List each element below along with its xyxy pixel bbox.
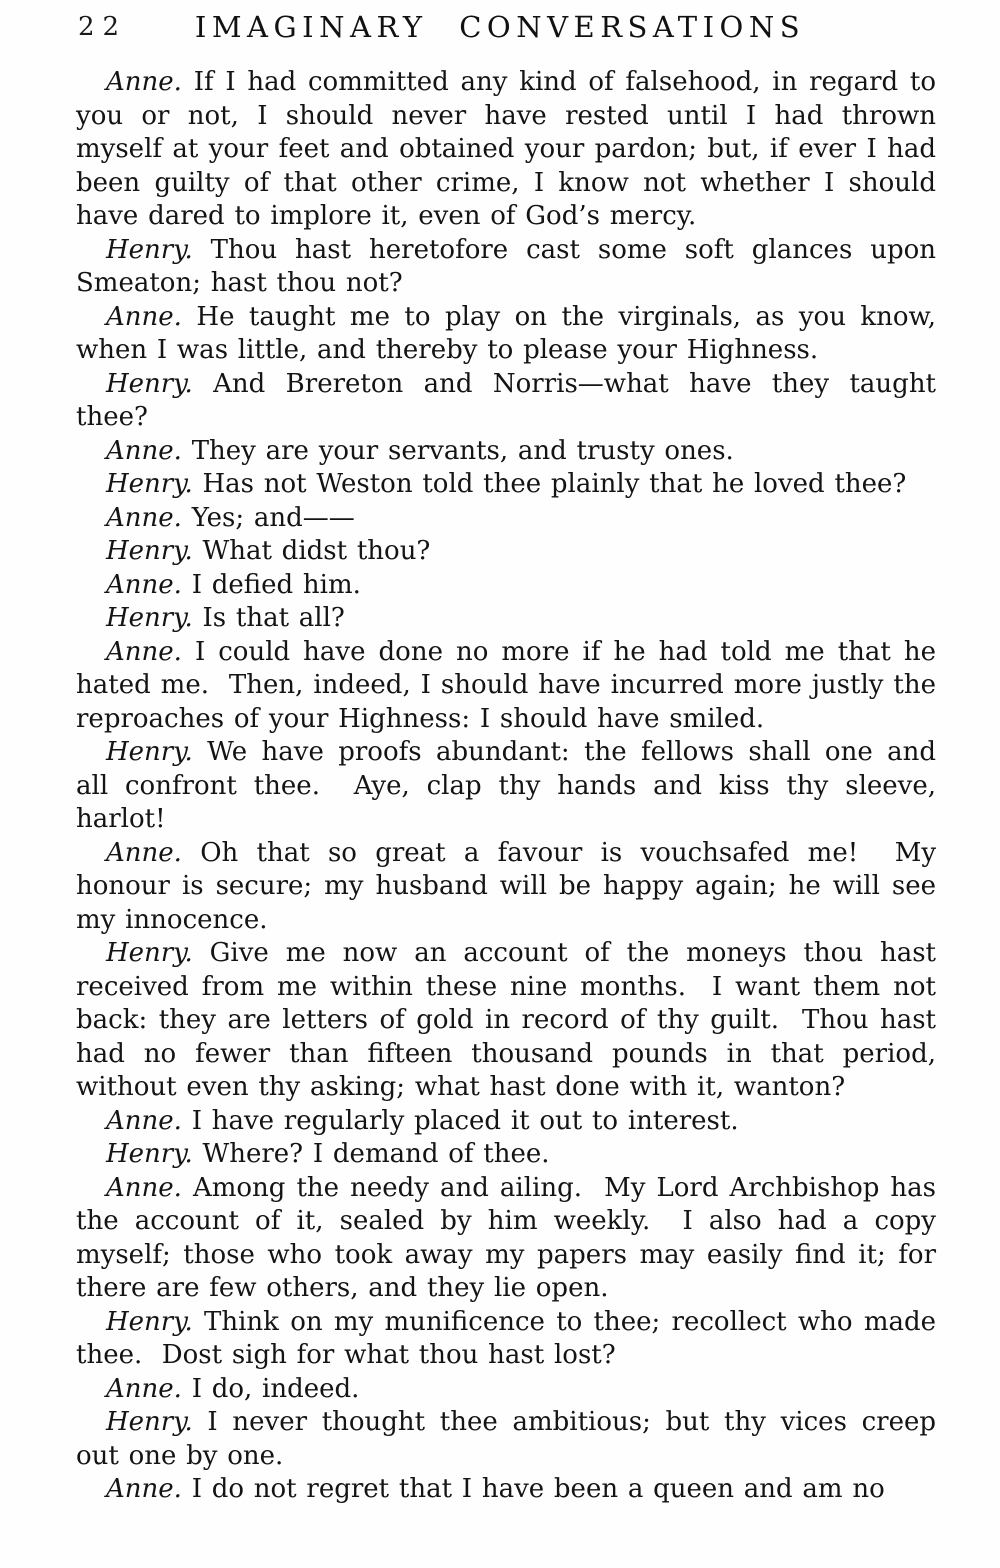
running-title: IMAGINARY CONVERSATIONS [194, 10, 806, 44]
page-header [0, 0, 1000, 54]
dialogue-paragraph [76, 1406, 946, 1473]
dialogue-paragraph [76, 1138, 936, 1172]
speech-text: He taught me to play on the virginals, as you know, when I was little, and thereby to please your Highness. [76, 301, 946, 365]
speaker-name: Anne. [106, 1105, 182, 1136]
speech-text: I do not regret that I have been a queen and am no [191, 1474, 885, 1504]
speech-text: I could have done no more if he had told me that he hated me. Then, indeed, I should have incurred more justly the reproaches of your Highness: I should have smiled. [76, 636, 946, 734]
speech-text: Yes; and—— [191, 502, 355, 533]
dialogue-paragraph [76, 837, 946, 938]
dialogue-paragraph [76, 1172, 946, 1306]
speaker-name: Anne. [106, 1373, 182, 1404]
speech-text: I defied him. [191, 569, 361, 600]
dialogue-paragraph [76, 234, 946, 301]
dialogue-paragraph [76, 1473, 936, 1507]
speaker-name: Anne. [106, 435, 182, 466]
dialogue-paragraph [76, 1373, 936, 1407]
page-number: 22 [78, 12, 128, 42]
speaker-name: Anne. [106, 636, 182, 667]
speaker-name: Anne. [106, 1474, 182, 1504]
speech-text: Among the needy and ailing. My Lord Archbishop has the account of it, sealed by him weekly. I also had a copy myself; those who took away my papers may easily find it; for there are few others, and they lie open. [76, 1172, 946, 1303]
dialogue-paragraph [76, 502, 936, 536]
speech-text: They are your servants, and trusty ones. [191, 435, 734, 466]
dialogue-paragraph [76, 636, 946, 737]
dialogue-paragraph [76, 66, 946, 234]
dialogue-paragraph [76, 937, 946, 1105]
speaker-name: Henry. [106, 536, 193, 566]
speaker-name: Henry. [106, 737, 193, 767]
dialogue-paragraph [76, 1306, 946, 1373]
speaker-name: Anne. [106, 1172, 182, 1203]
speaker-name: Anne. [106, 502, 182, 533]
dialogue-paragraph [76, 736, 946, 837]
dialogue-paragraph [76, 301, 946, 368]
speaker-name: Henry. [106, 368, 193, 399]
dialogue-paragraph [76, 468, 936, 502]
speech-text: Oh that so great a favour is vouchsafed me! My honour is secure; my husband will be happy again; he will see my innocence. [76, 837, 946, 935]
speech-text: Is that all? [202, 603, 345, 633]
speaker-name: Henry. [106, 1306, 193, 1337]
speech-text: Where? I demand of thee. [202, 1139, 550, 1169]
speech-text: And Brereton and Norris—what have they taught thee? [76, 368, 946, 432]
speaker-name: Anne. [106, 569, 182, 600]
speaker-name: Henry. [106, 234, 193, 265]
speech-text: If I had committed any kind of falsehood, in regard to you or not, I should never have rested until I had thrown myself at your feet and obtained your pardon; but, if ever I had been guilty of that other crime, I know not whether I should have dared to implore it, even of God’s mercy. [76, 67, 946, 231]
speech-text: Think on my munificence to thee; recollect who made thee. Dost sigh for what thou hast lost? [76, 1306, 946, 1370]
dialogue-paragraph [76, 368, 946, 435]
dialogue-paragraph [76, 535, 936, 569]
dialogue-paragraph [76, 569, 936, 603]
speaker-name: Anne. [106, 837, 182, 868]
dialogue-body [76, 66, 946, 1507]
speech-text: I do, indeed. [191, 1373, 360, 1404]
speaker-name: Henry. [106, 469, 193, 499]
speaker-name: Anne. [106, 301, 182, 332]
speech-text: What didst thou? [202, 536, 431, 566]
dialogue-paragraph [76, 435, 936, 469]
speech-text: Thou hast heretofore cast some soft glances upon Smeaton; hast thou not? [76, 234, 946, 298]
dialogue-paragraph [76, 602, 936, 636]
speech-text: I have regularly placed it out to interest. [191, 1105, 739, 1136]
speech-text: I never thought thee ambitious; but thy vices creep out one by one. [76, 1407, 946, 1471]
speaker-name: Henry. [106, 1139, 193, 1169]
speaker-name: Henry. [106, 1407, 193, 1437]
dialogue-paragraph [76, 1105, 936, 1139]
speech-text: We have proofs abundant: the fellows shall one and all confront thee. Aye, clap thy hands and kiss thy sleeve, harlot! [76, 737, 946, 834]
speaker-name: Henry. [106, 938, 193, 968]
speaker-name: Anne. [106, 67, 182, 97]
speech-text: Has not Weston told thee plainly that he loved thee? [202, 469, 907, 499]
speaker-name: Henry. [106, 603, 193, 633]
speech-text: Give me now an account of the moneys thou hast received from me within these nine months. I want them not back: they are letters of gold in record of thy guilt. Thou hast had no fewer than fifteen thousand pounds in that period, without even thy asking; what hast done with it, wanton? [76, 938, 946, 1102]
